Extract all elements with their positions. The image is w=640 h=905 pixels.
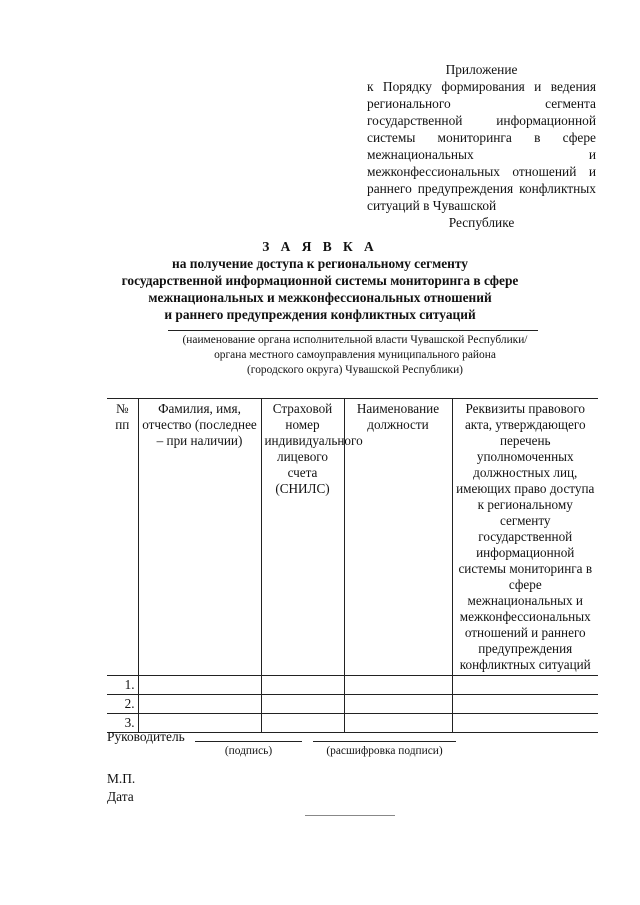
cell-position[interactable] [344,676,452,695]
signature-decoding-caption: (расшифровка подписи) [326,745,443,757]
org-caption-line-2: органа местного самоуправления муниципального района [214,349,496,361]
header-number: № пп [107,399,138,676]
appendix-block [367,61,596,231]
cell-position[interactable] [344,695,452,714]
row-number: 3. [107,714,138,733]
header-position: Наименование должности [344,399,452,676]
header-snils: Страховой номер индивидуального лицевого счета (СНИЛС) [261,399,344,676]
cell-fio[interactable] [138,676,261,695]
header-fio: Фамилия, имя, отчество (последнее – при наличии) [138,399,261,676]
signature-decoding-line[interactable] [313,741,456,742]
signature-label: Руководитель [107,729,185,744]
appendix-body: к Порядку формирования и ведения регионального сегмента государственной информационной системы мониторинга в сфере межнациональных и межконфессиональных отношений и раннего предупреждения конфликтных ситуаций в Чувашской [367,79,596,213]
appendix-tail: Республике [448,215,515,230]
cell-legal-act[interactable] [452,676,598,695]
cell-fio[interactable] [138,695,261,714]
access-table [107,398,598,733]
cell-snils[interactable] [261,695,344,714]
org-caption-line-1: (наименование органа исполнительной власти Чувашской Республики/ [182,334,528,346]
date-label: Дата [107,789,134,804]
table-row [107,676,598,695]
signature-line[interactable] [195,741,302,742]
cell-legal-act[interactable] [452,714,598,733]
header-legal-act: Реквизиты правового акта, утверждающего перечень уполномоченных должностных лиц, имеющих право доступа к региональному сегменту государственной информационной системы мониторинга в сфере межнациональных и межконфессиональных отношений и раннего предупреждения конфликтных ситуаций [452,399,598,676]
org-name-caption [150,333,560,378]
table-header-row [107,399,598,676]
title-line-3: государственной информационной системы мониторинга в сфере [121,273,519,288]
org-caption-line-3: (городского округа) Чувашской Республики) [247,364,463,376]
row-number: 2. [107,695,138,714]
appendix-title: Приложение [445,62,518,77]
footer-divider [305,815,395,816]
signature-caption: (подпись) [224,745,273,757]
title-line-4: межнациональных и межконфессиональных отношений [148,290,492,305]
stamp-label: М.П. [107,771,136,786]
cell-position[interactable] [344,714,452,733]
table-row [107,695,598,714]
cell-legal-act[interactable] [452,695,598,714]
row-number: 1. [107,676,138,695]
title-line-1: З А Я В К А [262,239,378,254]
cell-snils[interactable] [261,676,344,695]
document-title [100,238,540,323]
title-line-2: на получение доступа к региональному сегменту [172,256,468,271]
title-line-5: и раннего предупреждения конфликтных ситуаций [164,307,476,322]
cell-snils[interactable] [261,714,344,733]
org-name-line [168,330,538,331]
